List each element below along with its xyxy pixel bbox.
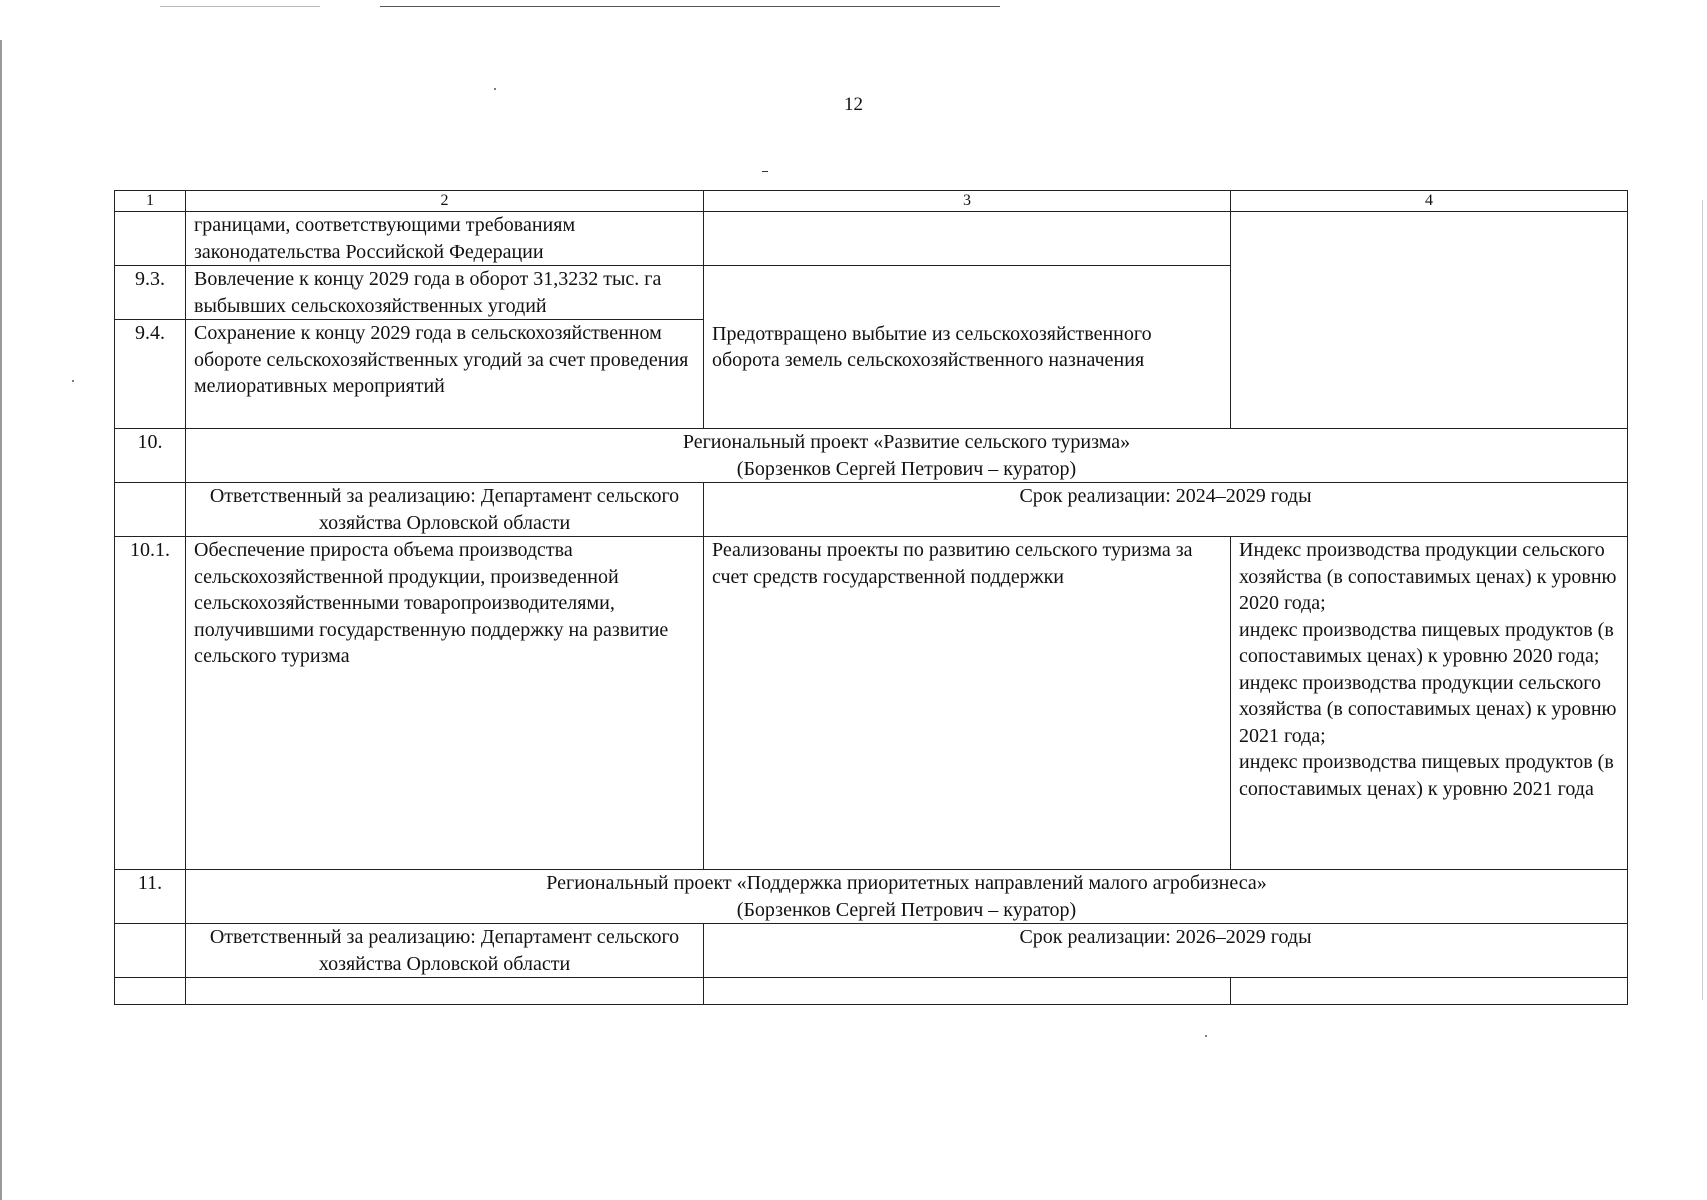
task-cell: Вовлечение к концу 2029 года в оборот 31,3232 тыс. га выбывших сельскохозяйственных угодий (186, 266, 704, 320)
row-number: 11. (115, 870, 186, 924)
scan-artifact-line (380, 6, 1000, 7)
column-header-row (115, 191, 1628, 212)
scan-artifact-dash (762, 171, 768, 172)
table-row (115, 978, 1628, 1005)
row-number: 10. (115, 429, 186, 483)
result-cell: Предотвращено выбытие из сельскохозяйственного оборота земель сельскохозяйственного назначения (704, 266, 1231, 429)
row-number (115, 483, 186, 537)
row-number (115, 212, 186, 266)
result-cell: Реализованы проекты по развитию сельского туризма за счет средств государственной поддержки (704, 537, 1231, 870)
indicator-line: индекс производства продукции сельского хозяйства (в сопоставимых ценах) к уровню 2021 года; (1239, 671, 1617, 747)
scan-edge (0, 40, 2, 1200)
indicator-cell (1231, 537, 1628, 870)
empty-cell (115, 978, 186, 1005)
term-cell: Срок реализации: 2026–2029 годы (704, 924, 1628, 978)
result-cell (704, 212, 1231, 266)
project-title: Региональный проект «Развитие сельского туризма» (682, 431, 1131, 453)
project-row (115, 870, 1628, 924)
column-header: 4 (1231, 191, 1628, 212)
project-info-row (115, 924, 1628, 978)
task-cell: границами, соответствующими требованиям законодательства Российской Федерации (186, 212, 704, 266)
table-row (115, 537, 1628, 870)
responsible-cell: Ответственный за реализацию: Департамент сельского хозяйства Орловской области (186, 924, 704, 978)
project-row (115, 429, 1628, 483)
indicator-line: индекс производства пищевых продуктов (в сопоставимых ценах) к уровню 2020 года; (1239, 618, 1614, 667)
responsible-cell: Ответственный за реализацию: Департамент сельского хозяйства Орловской области (186, 483, 704, 537)
term-cell: Срок реализации: 2024–2029 годы (704, 483, 1628, 537)
task-cell: Сохранение к концу 2029 года в сельскохозяйственном обороте сельскохозяйственных угодий за счет проведения мелиоративных мероприятий (186, 320, 704, 429)
row-number: 10.1. (115, 537, 186, 870)
indicator-line: индекс производства пищевых продуктов (в сопоставимых ценах) к уровню 2021 года (1239, 751, 1614, 800)
scan-artifact-dot (494, 88, 496, 90)
project-title-cell (186, 429, 1628, 483)
column-header: 3 (704, 191, 1231, 212)
indicator-line: Индекс производства продукции сельского хозяйства (в сопоставимых ценах) к уровню 2020 года; (1239, 539, 1617, 614)
scan-artifact-line (160, 6, 320, 7)
empty-cell (1231, 978, 1628, 1005)
row-number (115, 924, 186, 978)
empty-cell (186, 978, 704, 1005)
project-curator: (Борзенков Сергей Петрович – куратор) (736, 898, 1077, 921)
row-number: 9.4. (115, 320, 186, 429)
indicator-cell (1231, 212, 1628, 429)
scan-edge (1702, 200, 1703, 1000)
project-title-cell (186, 870, 1628, 924)
column-header: 2 (186, 191, 704, 212)
task-cell: Обеспечение прироста объема производства сельскохозяйственной продукции, произведенной сельскохозяйственными товаропроизводителями, получившими государственную поддержку на развитие сельского туризма (186, 537, 704, 870)
page-number: 12 (844, 94, 863, 115)
project-info-row (115, 483, 1628, 537)
empty-cell (704, 978, 1231, 1005)
column-header: 1 (115, 191, 186, 212)
row-number: 9.3. (115, 266, 186, 320)
scan-artifact-dot (72, 380, 74, 382)
project-curator: (Борзенков Сергей Петрович – куратор) (736, 457, 1077, 480)
project-title: Региональный проект «Поддержка приоритетных направлений малого агробизнеса» (546, 872, 1267, 894)
table-row (115, 212, 1628, 266)
program-table (114, 190, 1628, 1005)
scan-artifact-dot (1205, 1035, 1207, 1037)
